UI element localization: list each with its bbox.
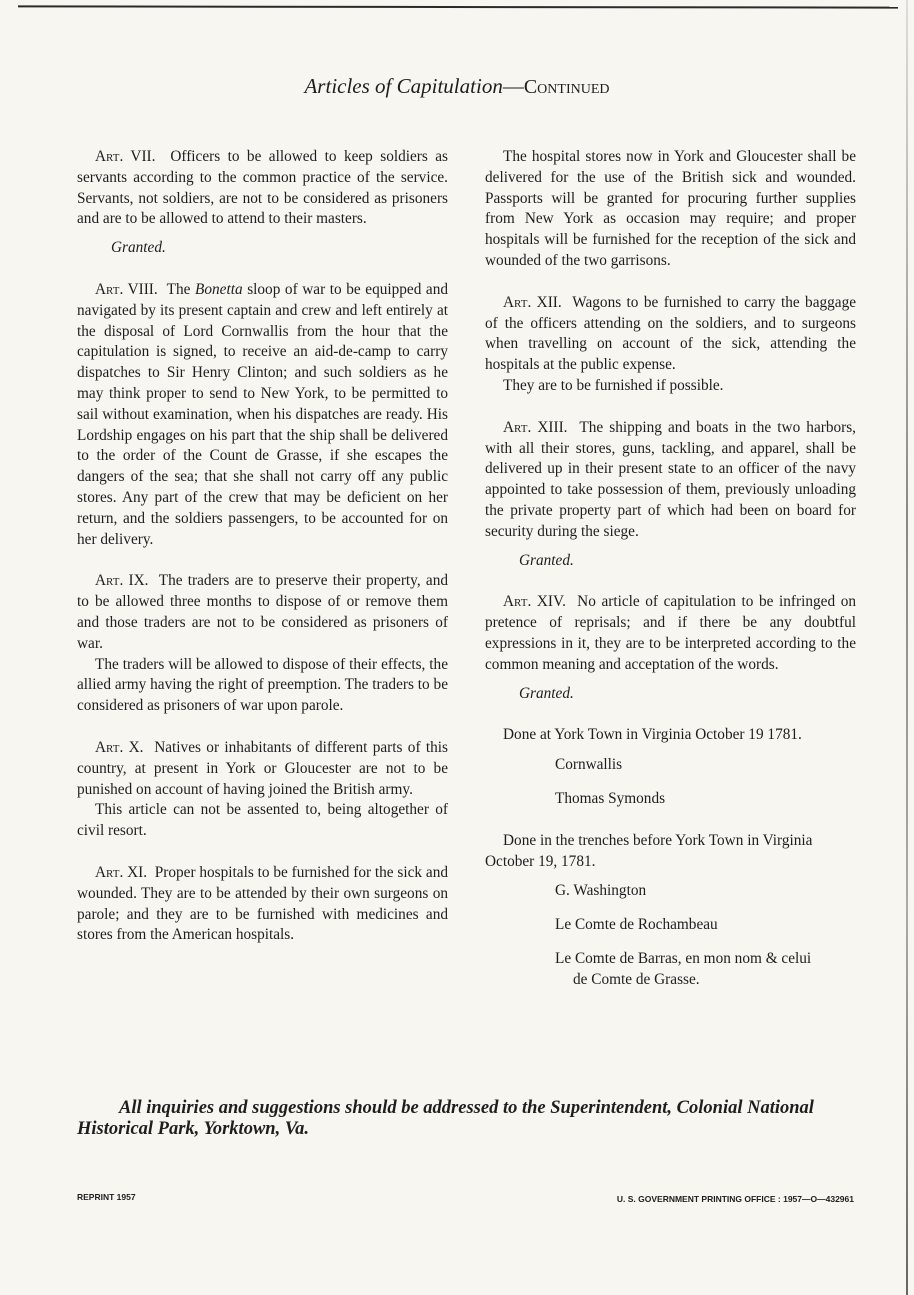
signature-washington: G. Washington xyxy=(555,882,647,900)
article-text: sloop of war to be equipped and navigated by its present captain and crew and left entirely at the disposal of Lord Cornwallis from the hour that the capitulation is signed, to receive an aid-de-camp to carry dispatches to Sir Henry Clinton; and such soldiers as he may think proper to send to New York, to be permitted to sail without examination, when his dispatches are ready. His Lordship engages on his part that the ship shall be delivered to the order of the Count de Grasse, if she escapes the dangers of the sea; that she shall not carry off any public stores. Any part of the crew that may be deficient on her return, and the soldiers passengers, to be accounted for on her delivery. xyxy=(77,280,449,548)
signature-barras-line1: Le Comte de Barras, en mon nom & celui xyxy=(555,949,812,967)
reprint-note: REPRINT 1957 xyxy=(77,1192,136,1202)
article-8 xyxy=(77,280,448,550)
printing-office-note: U. S. GOVERNMENT PRINTING OFFICE : 1957—O—432961 xyxy=(616,1194,854,1204)
page-title xyxy=(0,74,914,99)
article-text: Wagons to be furnished to carry the baggage of the officers attending on the soldiers, and to surgeons when travelling on account of the sick, attending the hospitals at the public expense. xyxy=(485,293,857,374)
article-label: Art. X. xyxy=(95,738,144,756)
article-14 xyxy=(485,592,856,675)
right-column xyxy=(485,147,856,991)
signature-rochambeau: Le Comte de Rochambeau xyxy=(555,916,718,934)
article-11 xyxy=(77,863,448,946)
article-text: Proper hospitals to be furnished for the sick and wounded. They are to be attended by their own surgeons on parole; and they are to be furnished with medicines and stores from the American hospitals. xyxy=(77,863,448,944)
article-12-reply: They are to be furnished if possible. xyxy=(503,376,724,394)
article-9 xyxy=(77,571,448,654)
article-11-reply: The hospital stores now in York and Gloucester shall be delivered for the use of the British sick and wounded. Passports will be granted for procuring further supplies from New York as occasion may require; and proper hospitals will be furnished for the reception of the sick and wounded of the two garrisons. xyxy=(485,148,856,269)
article-10 xyxy=(77,738,448,800)
article-10-reply: This article can not be assented to, being altogether of civil resort. xyxy=(77,801,448,840)
article-label: Art. XIV. xyxy=(503,593,566,611)
signature-cornwallis: Cornwallis xyxy=(555,756,623,774)
article-label: Art. XIII. xyxy=(503,418,568,436)
article-label: Art. XII. xyxy=(503,293,562,311)
title-main: Articles of Capitulation xyxy=(304,74,503,98)
done-trenches: Done in the trenches before York Town in Virginia October 19, 1781. xyxy=(485,831,813,870)
article-7 xyxy=(77,147,448,230)
ship-name: Bonetta xyxy=(195,280,243,298)
article-text: Natives or inhabitants of different parts of this country, at present in York or Gloucester are not to be punished on account of having joined the British army. xyxy=(77,738,448,798)
article-text-pre: The xyxy=(166,280,191,298)
article-text: No article of capitulation to be infringed on pretence of reprisals; and if there be any doubtful expressions in it, they are to be interpreted according to the common meaning and acceptation of the words. xyxy=(485,593,856,673)
signature-barras-line2: de Comte de Grasse. xyxy=(573,970,700,988)
article-12 xyxy=(485,293,856,376)
article-13 xyxy=(485,418,856,543)
article-14-reply: Granted. xyxy=(519,684,574,702)
done-york-town: Done at York Town in Virginia October 19 1781. xyxy=(503,726,802,744)
article-label: Art. IX. xyxy=(95,572,149,590)
article-13-reply: Granted. xyxy=(519,551,574,569)
title-dash: — xyxy=(502,74,524,98)
article-label: Art. XI. xyxy=(95,863,148,881)
article-label: Art. VII. xyxy=(95,148,156,165)
signature-barras xyxy=(485,949,856,991)
inquiries-note: All inquiries and suggestions should be addressed to the Superintendent, Colonial National Historical Park, Yorktown, Va. xyxy=(77,1098,814,1139)
article-text: Officers to be allowed to keep soldiers as servants according to the common practice of the service. Servants, not soldiers, are not to be considered as prisoners and are to be allowed to attend to their masters. xyxy=(77,148,449,228)
page-edge xyxy=(906,0,908,1295)
top-rule xyxy=(18,5,898,8)
article-label: Art. VIII. xyxy=(95,280,158,298)
article-text: The shipping and boats in the two harbors, with all their stores, guns, tackling, and apparel, shall be delivered up in their present state to an officer of the navy appointed to take possession of them, previously unloading the private property part of which had been on board for security during the siege. xyxy=(485,418,857,540)
signature-symonds: Thomas Symonds xyxy=(555,789,666,807)
title-suffix: Continued xyxy=(523,76,610,98)
left-column xyxy=(77,147,448,946)
article-9-reply: The traders will be allowed to dispose of their effects, the allied army having the right of preemption. The traders to be considered as prisoners of war upon parole. xyxy=(77,655,448,715)
article-text: The traders are to preserve their property, and to be allowed three months to dispose of or remove them and those traders are not to be considered as prisoners of war. xyxy=(77,572,449,652)
article-7-reply: Granted. xyxy=(111,239,166,257)
